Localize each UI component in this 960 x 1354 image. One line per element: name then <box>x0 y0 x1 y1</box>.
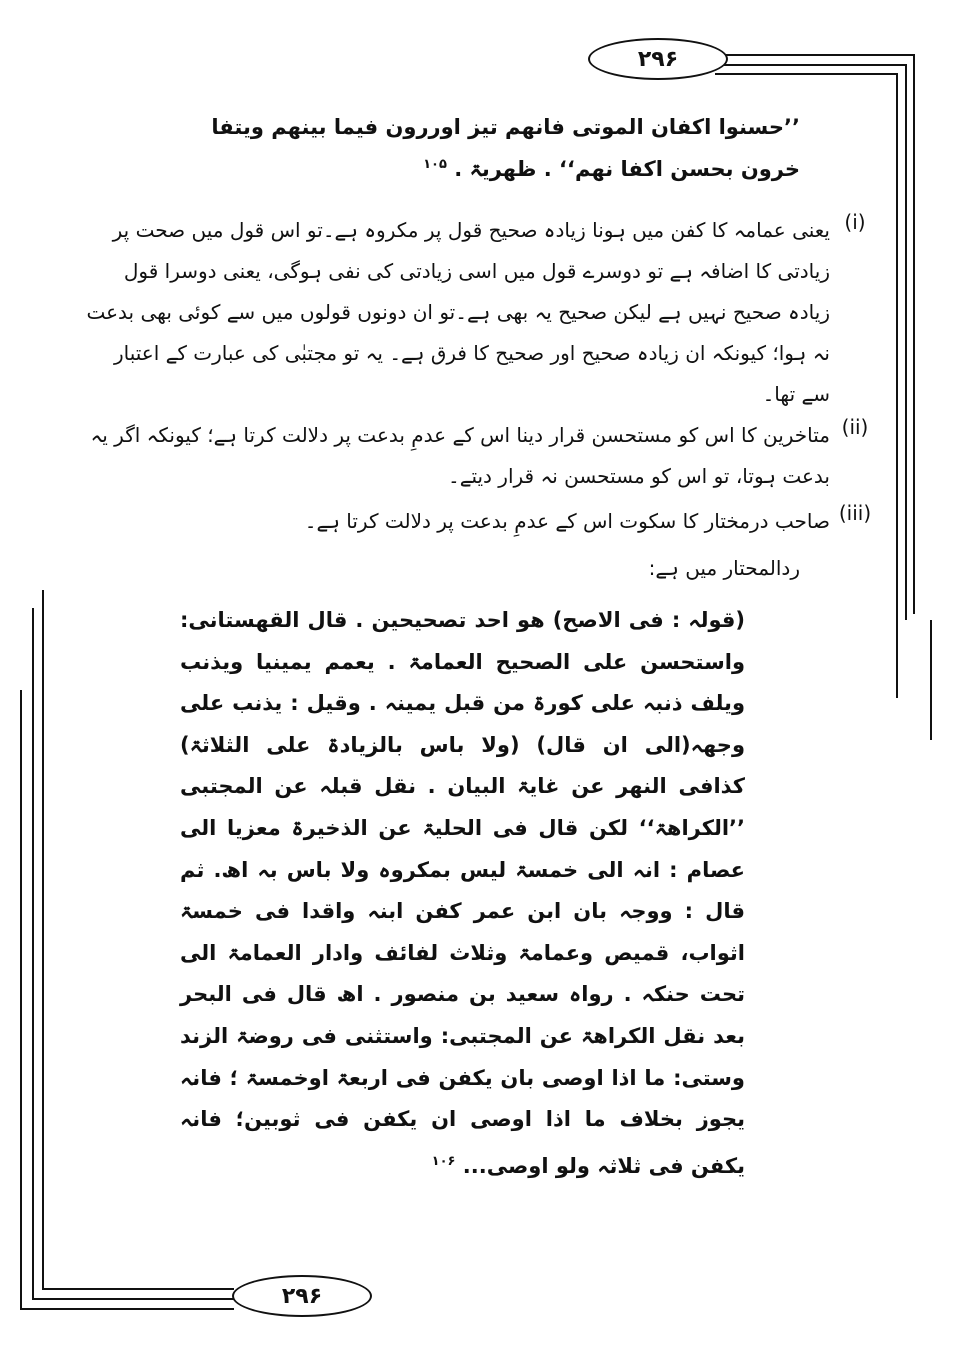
intro-quote-text: ’’حسنوا اکفان الموتی فانھم تیز اوررون فیما بینھم ویتفا خرون بحسن اکفا نھم‘‘ . ظھریۃ . <box>211 115 800 181</box>
frame-bottom-2 <box>32 1298 234 1300</box>
item-text: صاحب درمختار کا سکوت اس کے عدمِ بدعت پر دلالت کرتا ہے۔ <box>304 509 830 533</box>
intro-quote <box>210 108 800 188</box>
footnote-marker-105: ۱۰۵ <box>423 157 447 172</box>
frame-third-right <box>896 73 898 698</box>
list-item <box>80 415 880 501</box>
frame-third-top <box>715 73 898 75</box>
list-item <box>80 501 880 541</box>
page-number-bottom: ۲۹۶ <box>232 1275 372 1317</box>
frame-outer-right <box>913 54 915 614</box>
frame-left-1 <box>32 608 34 1298</box>
frame-inner-right <box>905 64 907 620</box>
item-text: متاخرین کا اس کو مستحسن قرار دینا اس کے عدمِ بدعت پر دلالت کرتا ہے؛ کیونکہ اگر یہ بدعت ہوتا، تو اس کو مستحسن نہ قرار دیتے۔ <box>90 423 830 488</box>
item-number: (iii) <box>838 501 872 525</box>
item-text: یعنی عمامہ کا کفن میں ہونا زیادہ صحیح قول پر مکروہ ہے۔تو اس قول میں صحت پر زیادتی کا اضافہ ہے تو دوسرے قول میں اسی زیادتی کی نفی ہوگی، یعنی دوسرا قول زیادہ صحیح نہیں ہے لیکن صحیح یہ بھی ہے۔تو ان دونوں قولوں میں سے کوئی بھی بدعت نہ ہوا؛ کیونکہ ان زیادہ صحیح اور صحیح کا فرق ہے۔ یہ تو مجتبٰی کی عبارت کے اعتبار سے تھا۔ <box>86 218 830 406</box>
page-number-top: ۲۹۶ <box>588 38 728 80</box>
frame-left-2 <box>20 690 22 1308</box>
item-number: (ii) <box>841 415 869 439</box>
citation-text: (قولہ : فی الاصح) ھو احد تصحیحین . قال القھستانی: واستحسن علی الصحیح العمامۃ . یعمم یمینیا ویذنب ویلف ذنبہ علی کورۃ من قبل یمینہ . وقیل : یذنب علی وجھہ(الی ان قال) (ولا باس بالزیادۃ علی الثلاثۃ) کذافی النھر عن غایۃ البیان . نقل قبلہ عن المجتبی ’’الکراھۃ‘‘ لکن قال فی الحلیۃ عن الذخیرۃ معزیا الی عصام : انہ الی خمسۃ لیس بمکروہ ولا باس بہ اھ. ثم قال : ووجہ بان ابن عمر کفن ابنہ واقدا فی خمسۃ اثواب، قمیص وعمامۃ وثلاث لفائف وادار العمامۃ الی تحت حنکہ . رواہ سعید بن منصور . اھ قال فی البحر بعد نقل الکراھۃ عن المجتبی: واستثنی فی روضۃ الزند وستی: ما اذا اوصی بان یکفن فی اربعۃ اوخمسۃ ؛ فانہ یجوز بخلاف ما اذا اوصی ان یکفن فی ثوبین؛ فانہ یکفن فی ثلاثہ ولو اوصی... <box>180 608 745 1178</box>
footnote-marker-106: ۱۰۶ <box>431 1153 456 1169</box>
item-number: (i) <box>844 210 866 234</box>
frame-left-3 <box>42 590 44 1290</box>
frame-inner-top <box>700 64 907 66</box>
frame-bottom-3 <box>20 1308 234 1310</box>
frame-bottom-1 <box>42 1288 234 1290</box>
points-list <box>80 210 880 541</box>
lead-line: ردالمحتار میں ہے: <box>648 556 800 580</box>
citation-block <box>180 600 745 1187</box>
frame-rule-right-lower <box>930 620 932 740</box>
frame-outer-top <box>700 54 915 56</box>
list-item <box>80 210 880 415</box>
